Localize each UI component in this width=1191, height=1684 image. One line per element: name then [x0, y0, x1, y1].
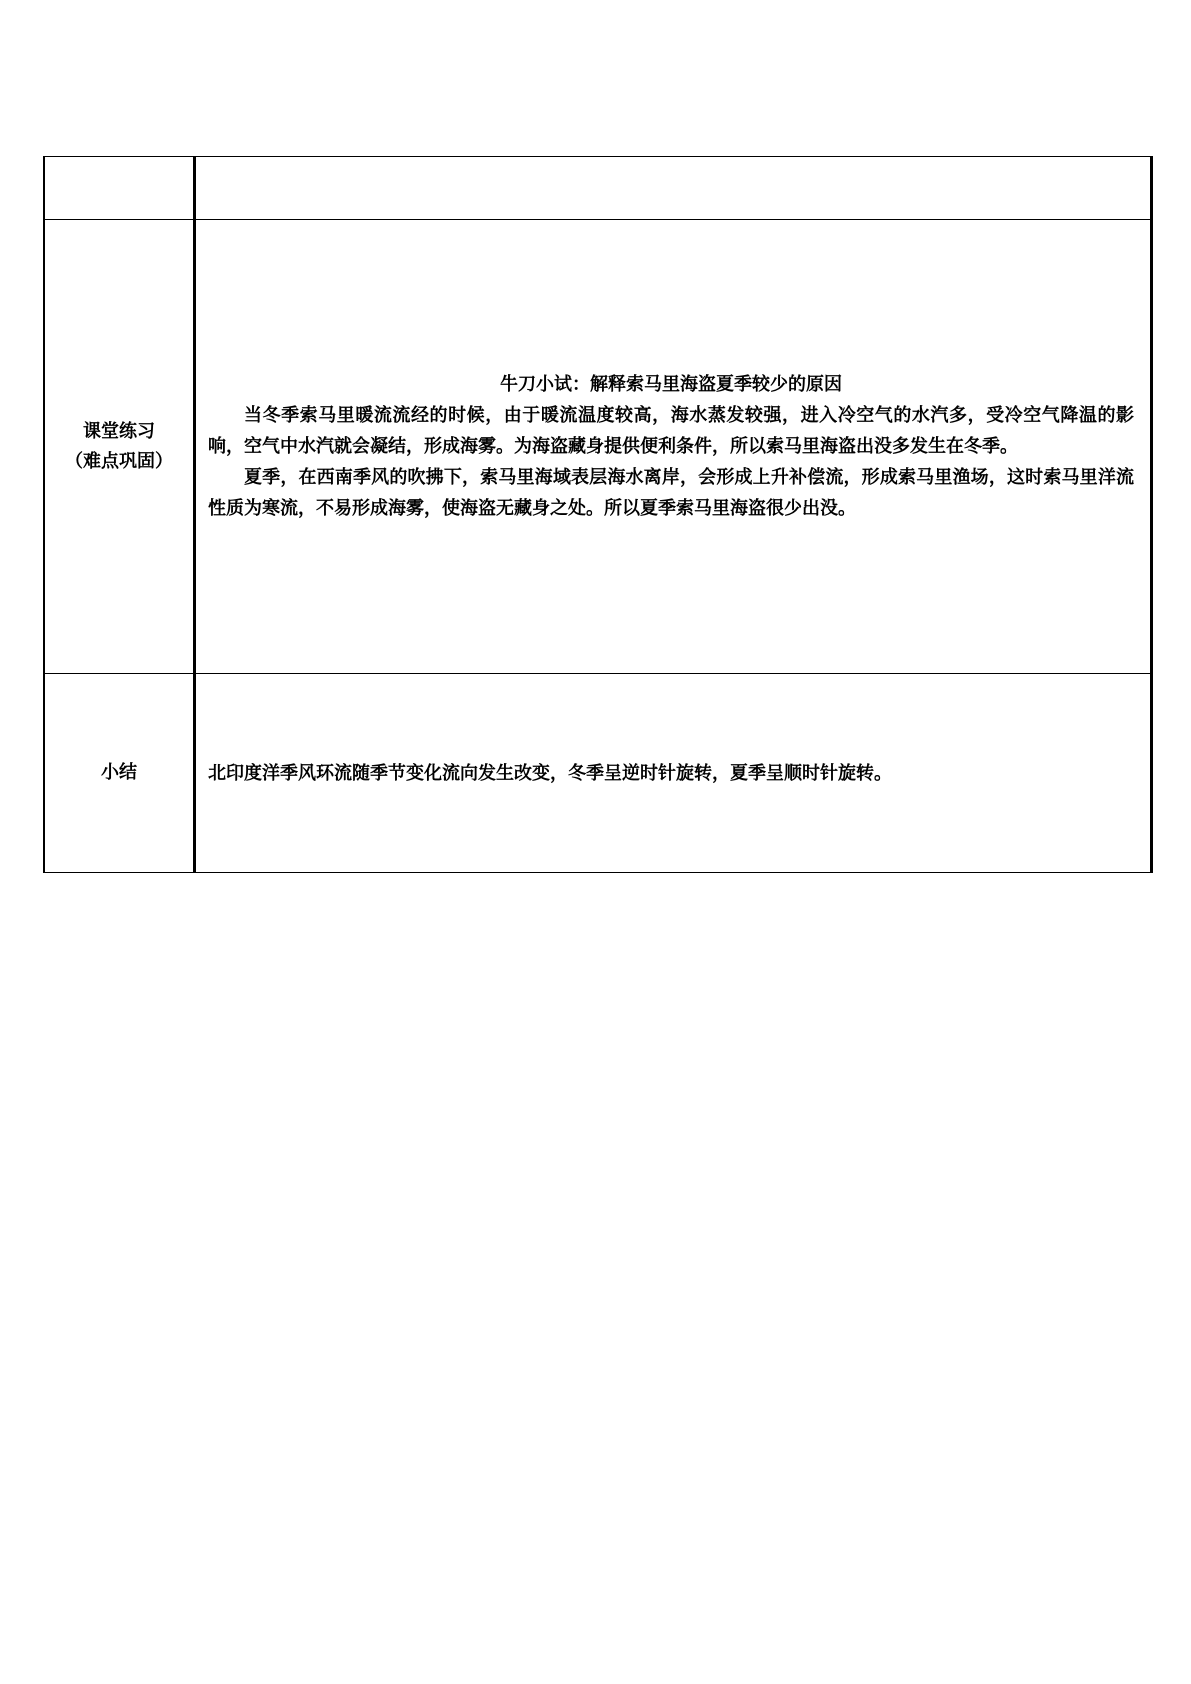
summary-content-cell	[195, 674, 1152, 873]
summary-label: 小结	[44, 674, 195, 873]
row-label-cell	[44, 157, 195, 220]
table-row-summary	[44, 674, 1152, 873]
exercise-title: 牛刀小试：解释索马里海盗夏季较少的原因	[500, 374, 842, 395]
lesson-plan-table	[43, 156, 1153, 873]
summary-text: 北印度洋季风环流随季节变化流向发生改变，冬季呈逆时针旋转，夏季呈顺时针旋转。	[208, 762, 892, 784]
answer-paragraph-winter: 当冬季索马里暖流流经的时候，由于暖流温度较高，海水蒸发较强，进入冷空气的水汽多，受冷空气降温的影响，空气中水汽就会凝结，形成海雾。为海盗藏身提供便利条件，所以索马里海盗出没多发生在冬季。	[208, 405, 1134, 457]
table-row	[44, 157, 1152, 220]
practice-content-cell	[195, 220, 1152, 674]
row-content-cell	[195, 157, 1152, 220]
answer-paragraph-summer: 夏季，在西南季风的吹拂下，索马里海域表层海水离岸，会形成上升补偿流，形成索马里渔场，这时索马里洋流性质为寒流，不易形成海雾，使海盗无藏身之处。所以夏季索马里海盗很少出没。	[208, 467, 1134, 519]
table-row-classroom-practice	[44, 220, 1152, 674]
practice-sublabel: （难点巩固）	[65, 450, 173, 472]
practice-label: 课堂练习	[83, 420, 155, 442]
row-label-cell	[44, 220, 195, 674]
